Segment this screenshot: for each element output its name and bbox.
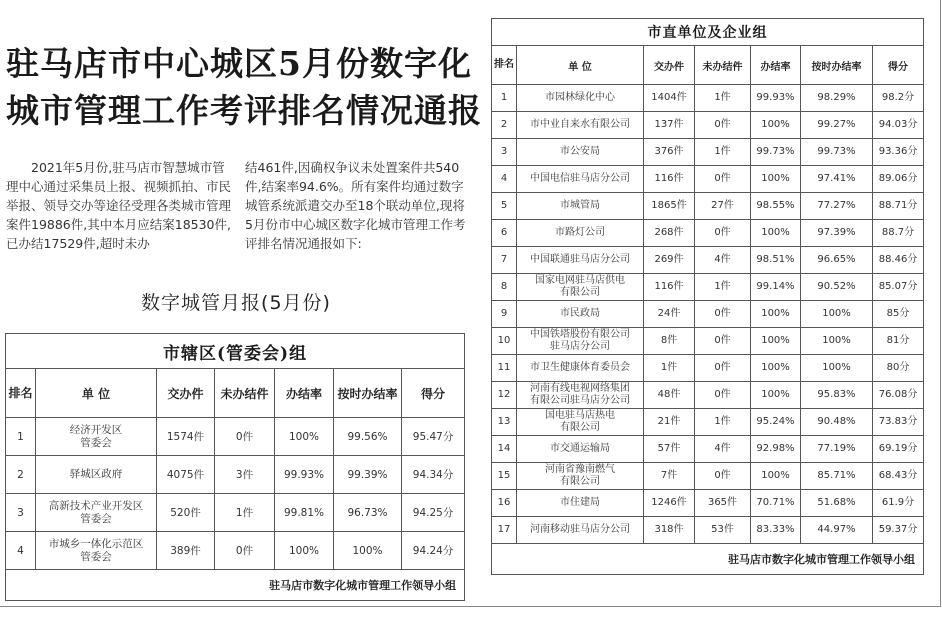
- cell-ontime-rate: 77.19%: [801, 436, 873, 463]
- cell-rank: 10: [492, 328, 517, 355]
- cell-ontime-rate: 100%: [334, 532, 402, 570]
- table-row: [492, 355, 924, 382]
- cell-completion-rate: 99.81%: [275, 494, 334, 532]
- cell-unit: 市园林绿化中心: [517, 85, 644, 112]
- cell-unit: 市城管局: [517, 193, 644, 220]
- cell-assigned: 48件: [644, 382, 695, 409]
- cell-assigned: 24件: [644, 301, 695, 328]
- cell-unit: 市城乡一体化示范区 管委会: [36, 532, 157, 570]
- cell-assigned: 116件: [644, 274, 695, 301]
- cell-score: 94.24分: [402, 532, 465, 570]
- table-row: [492, 409, 924, 436]
- table-row: [492, 436, 924, 463]
- headline-line-1: 驻马店市中心城区5月份数字化: [6, 44, 472, 83]
- cell-unfinished: 1件: [695, 85, 751, 112]
- table-row: [6, 494, 465, 532]
- headline: [6, 40, 482, 134]
- cell-unfinished: 4件: [695, 436, 751, 463]
- cell-assigned: 520件: [157, 494, 215, 532]
- table-row: [492, 166, 924, 193]
- table-row: [492, 85, 924, 112]
- header-ontime-rate: 按时办结率: [801, 46, 873, 85]
- cell-rank: 14: [492, 436, 517, 463]
- cell-unfinished: 0件: [695, 166, 751, 193]
- cell-ontime-rate: 95.83%: [801, 382, 873, 409]
- table-row: [492, 490, 924, 517]
- cell-score: 94.34分: [402, 456, 465, 494]
- table-row: [492, 274, 924, 301]
- cell-rank: 7: [492, 247, 517, 274]
- cell-unit: 中国铁塔股份有限公司 驻马店分公司: [517, 328, 644, 355]
- cell-ontime-rate: 85.71%: [801, 463, 873, 490]
- cell-score: 85.07分: [873, 274, 924, 301]
- table-row: [492, 247, 924, 274]
- cell-unfinished: 3件: [215, 456, 275, 494]
- cell-rank: 15: [492, 463, 517, 490]
- cell-unit: 市公安局: [517, 139, 644, 166]
- cell-score: 98.2分: [873, 85, 924, 112]
- cell-score: 88.71分: [873, 193, 924, 220]
- cell-rank: 5: [492, 193, 517, 220]
- cell-ontime-rate: 100%: [801, 301, 873, 328]
- cell-score: 73.83分: [873, 409, 924, 436]
- header-unfinished: 未办结件: [215, 369, 275, 418]
- cell-unfinished: 0件: [215, 532, 275, 570]
- cell-rank: 2: [492, 112, 517, 139]
- municipal-group-title: 市直单位及企业组: [492, 19, 924, 46]
- cell-unit: 市住建局: [517, 490, 644, 517]
- table-footer-row: [6, 570, 465, 601]
- cell-ontime-rate: 99.56%: [334, 418, 402, 456]
- table-row: [492, 382, 924, 409]
- cell-rank: 4: [492, 166, 517, 193]
- cell-score: 94.03分: [873, 112, 924, 139]
- cell-unfinished: 1件: [695, 274, 751, 301]
- cell-ontime-rate: 100%: [801, 328, 873, 355]
- cell-ontime-rate: 90.48%: [801, 409, 873, 436]
- municipal-unit-ranking-table: [491, 18, 924, 575]
- cell-unfinished: 0件: [695, 112, 751, 139]
- cell-completion-rate: 100%: [275, 418, 334, 456]
- cell-ontime-rate: 97.41%: [801, 166, 873, 193]
- cell-ontime-rate: 96.73%: [334, 494, 402, 532]
- cell-completion-rate: 99.93%: [751, 85, 801, 112]
- cell-unit: 中国电信驻马店分公司: [517, 166, 644, 193]
- cell-ontime-rate: 99.73%: [801, 139, 873, 166]
- cell-unfinished: 0件: [695, 328, 751, 355]
- table-row: [492, 112, 924, 139]
- cell-completion-rate: 100%: [751, 355, 801, 382]
- cell-unfinished: 365件: [695, 490, 751, 517]
- table-row: [6, 456, 465, 494]
- cell-completion-rate: 99.14%: [751, 274, 801, 301]
- cell-unit: 中国联通驻马店分公司: [517, 247, 644, 274]
- cell-assigned: 1574件: [157, 418, 215, 456]
- cell-score: 89.06分: [873, 166, 924, 193]
- cell-assigned: 8件: [644, 328, 695, 355]
- cell-completion-rate: 99.73%: [751, 139, 801, 166]
- cell-rank: 11: [492, 355, 517, 382]
- cell-ontime-rate: 90.52%: [801, 274, 873, 301]
- cell-score: 61.9分: [873, 490, 924, 517]
- district-ranking-table: [5, 333, 465, 601]
- cell-rank: 16: [492, 490, 517, 517]
- cell-completion-rate: 99.93%: [275, 456, 334, 494]
- header-unit: 单 位: [517, 46, 644, 85]
- table-row: [492, 220, 924, 247]
- cell-completion-rate: 100%: [751, 220, 801, 247]
- header-completion-rate: 办结率: [751, 46, 801, 85]
- cell-assigned: 318件: [644, 517, 695, 544]
- cell-assigned: 269件: [644, 247, 695, 274]
- cell-rank: 8: [492, 274, 517, 301]
- table-row: [492, 517, 924, 544]
- cell-unit: 经济开发区 管委会: [36, 418, 157, 456]
- cell-ontime-rate: 99.39%: [334, 456, 402, 494]
- cell-unit: 国家电网驻马店供电 有限公司: [517, 274, 644, 301]
- cell-completion-rate: 100%: [751, 463, 801, 490]
- cell-ontime-rate: 44.97%: [801, 517, 873, 544]
- cell-unfinished: 53件: [695, 517, 751, 544]
- cell-assigned: 4075件: [157, 456, 215, 494]
- cell-unfinished: 0件: [215, 418, 275, 456]
- cell-unit: 河南有线电视网络集团 有限公司驻马店分公司: [517, 382, 644, 409]
- cell-completion-rate: 98.51%: [751, 247, 801, 274]
- cell-unfinished: 0件: [695, 382, 751, 409]
- cell-completion-rate: 95.24%: [751, 409, 801, 436]
- cell-completion-rate: 100%: [751, 328, 801, 355]
- issuer-signature: 驻马店市数字化城市管理工作领导小组: [492, 544, 924, 575]
- header-assigned: 交办件: [157, 369, 215, 418]
- cell-ontime-rate: 99.27%: [801, 112, 873, 139]
- cell-completion-rate: 83.33%: [751, 517, 801, 544]
- cell-rank: 6: [492, 220, 517, 247]
- cell-score: 68.43分: [873, 463, 924, 490]
- cell-ontime-rate: 77.27%: [801, 193, 873, 220]
- cell-unit: 河南移动驻马店分公司: [517, 517, 644, 544]
- table-row: [492, 301, 924, 328]
- cell-rank: 12: [492, 382, 517, 409]
- cell-score: 88.46分: [873, 247, 924, 274]
- table-row: [492, 463, 924, 490]
- cell-unfinished: 4件: [695, 247, 751, 274]
- cell-assigned: 1件: [644, 355, 695, 382]
- cell-assigned: 1404件: [644, 85, 695, 112]
- cell-score: 95.47分: [402, 418, 465, 456]
- table-row: [492, 193, 924, 220]
- cell-assigned: 116件: [644, 166, 695, 193]
- cell-assigned: 389件: [157, 532, 215, 570]
- header-unfinished: 未办结件: [695, 46, 751, 85]
- header-unit: 单 位: [36, 369, 157, 418]
- table-group-title-row: [6, 334, 465, 369]
- cell-unit: 高新技术产业开发区 管委会: [36, 494, 157, 532]
- cell-completion-rate: 100%: [751, 382, 801, 409]
- cell-assigned: 376件: [644, 139, 695, 166]
- cell-rank: 2: [6, 456, 36, 494]
- body-text-2: 结461件,因确权争议未处置案件共540件,结案率94.6%。所有案件均通过数字城管系统派遣交办至18个联动单位,现将5月份市中心城区数字化城市管理工作考评排名情况通报如下:: [245, 160, 466, 251]
- header-rank: 排名: [6, 369, 36, 418]
- header-score: 得分: [873, 46, 924, 85]
- cell-ontime-rate: 98.29%: [801, 85, 873, 112]
- cell-rank: 1: [6, 418, 36, 456]
- monthly-report-title: 数字城管月报(5月份): [141, 292, 331, 314]
- cell-unfinished: 0件: [695, 355, 751, 382]
- cell-assigned: 268件: [644, 220, 695, 247]
- cell-ontime-rate: 100%: [801, 355, 873, 382]
- cell-assigned: 1865件: [644, 193, 695, 220]
- cell-score: 59.37分: [873, 517, 924, 544]
- district-group-title: 市辖区(管委会)组: [6, 334, 465, 369]
- cell-unit: 市中业自来水有限公司: [517, 112, 644, 139]
- cell-unit: 市民政局: [517, 301, 644, 328]
- cell-score: 85分: [873, 301, 924, 328]
- cell-completion-rate: 100%: [751, 112, 801, 139]
- cell-score: 88.7分: [873, 220, 924, 247]
- table-group-title-row: [492, 19, 924, 46]
- header-score: 得分: [402, 369, 465, 418]
- cell-completion-rate: 100%: [275, 532, 334, 570]
- cell-unfinished: 0件: [695, 301, 751, 328]
- headline-line-2: 城市管理工作考评排名情况通报: [6, 91, 482, 130]
- table-header-row: [6, 369, 465, 418]
- body-column-2: [245, 158, 471, 253]
- cell-unfinished: 1件: [215, 494, 275, 532]
- cell-assigned: 7件: [644, 463, 695, 490]
- cell-completion-rate: 70.71%: [751, 490, 801, 517]
- cell-unit: 河南省豫南燃气 有限公司: [517, 463, 644, 490]
- cell-rank: 13: [492, 409, 517, 436]
- table-row: [492, 139, 924, 166]
- cell-unfinished: 1件: [695, 409, 751, 436]
- cell-score: 94.25分: [402, 494, 465, 532]
- cell-rank: 4: [6, 532, 36, 570]
- cell-completion-rate: 100%: [751, 166, 801, 193]
- cell-score: 81分: [873, 328, 924, 355]
- header-completion-rate: 办结率: [275, 369, 334, 418]
- cell-assigned: 57件: [644, 436, 695, 463]
- cell-completion-rate: 92.98%: [751, 436, 801, 463]
- cell-score: 93.36分: [873, 139, 924, 166]
- cell-unit: 市交通运输局: [517, 436, 644, 463]
- header-rank: 排名: [492, 46, 517, 85]
- cell-assigned: 137件: [644, 112, 695, 139]
- cell-unit: 市卫生健康体育委员会: [517, 355, 644, 382]
- cell-ontime-rate: 97.39%: [801, 220, 873, 247]
- cell-rank: 3: [492, 139, 517, 166]
- table-row: [6, 532, 465, 570]
- cell-unfinished: 0件: [695, 220, 751, 247]
- cell-unit: 驿城区政府: [36, 456, 157, 494]
- table-row: [6, 418, 465, 456]
- body-text-1: 2021年5月份,驻马店市智慧城市管理中心通过采集员上报、视频抓拍、市民举报、领导交办等途径受理各类城市管理案件19886件,其中本月应结案18530件,已办结17529件,超时未办: [6, 160, 232, 251]
- cell-unit: 市路灯公司: [517, 220, 644, 247]
- cell-rank: 3: [6, 494, 36, 532]
- cell-rank: 9: [492, 301, 517, 328]
- cell-assigned: 21件: [644, 409, 695, 436]
- table-header-row: [492, 46, 924, 85]
- cell-rank: 1: [492, 85, 517, 112]
- header-ontime-rate: 按时办结率: [334, 369, 402, 418]
- cell-score: 69.19分: [873, 436, 924, 463]
- cell-score: 76.08分: [873, 382, 924, 409]
- cell-completion-rate: 98.55%: [751, 193, 801, 220]
- cell-unfinished: 27件: [695, 193, 751, 220]
- table-row: [492, 328, 924, 355]
- cell-ontime-rate: 96.65%: [801, 247, 873, 274]
- body-column-1: [6, 158, 232, 253]
- table-footer-row: [492, 544, 924, 575]
- cell-unfinished: 0件: [695, 463, 751, 490]
- cell-completion-rate: 100%: [751, 301, 801, 328]
- cell-assigned: 1246件: [644, 490, 695, 517]
- issuer-signature: 驻马店市数字化城市管理工作领导小组: [6, 570, 465, 601]
- cell-ontime-rate: 51.68%: [801, 490, 873, 517]
- cell-rank: 17: [492, 517, 517, 544]
- cell-unit: 国电驻马店热电 有限公司: [517, 409, 644, 436]
- cell-unfinished: 1件: [695, 139, 751, 166]
- header-assigned: 交办件: [644, 46, 695, 85]
- cell-score: 80分: [873, 355, 924, 382]
